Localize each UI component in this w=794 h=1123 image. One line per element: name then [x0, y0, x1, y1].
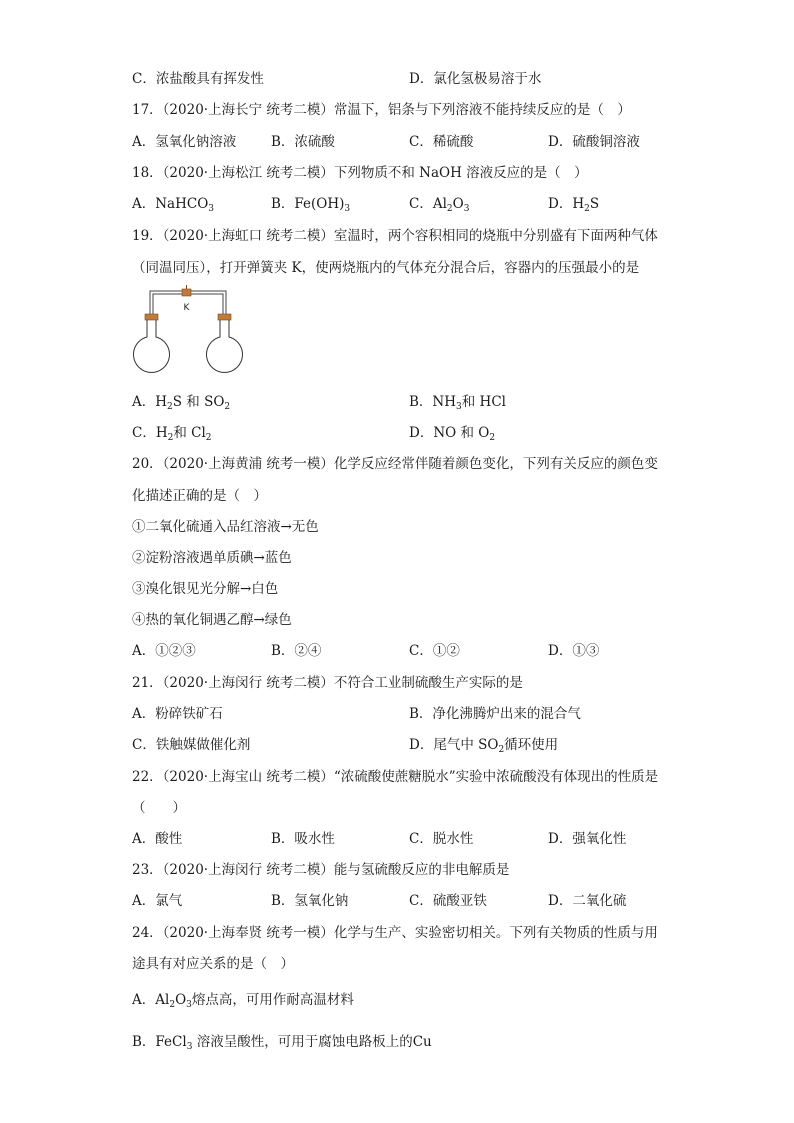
q17-option-d: D．硫酸铜溶液	[548, 134, 640, 150]
q17-stem: 17．（2020·上海长宁 统考二模）常温下，铝条与下列溶液不能持续反应的是（ ）	[132, 102, 631, 118]
q24-stem-line1: 24．（2020·上海奉贤 统考一模）化学与生产、实验密切相关。下列有关物质的性质与用	[132, 925, 658, 941]
q21-option-d: D．尾气中 $SO_2$循环使用	[409, 737, 559, 755]
q20-item-1: ①二氧化硫通入品红溶液→无色	[132, 519, 319, 535]
q19-option-c: C．$H_2$和 $Cl_2$	[132, 425, 212, 443]
q18-option-c: C．$Al_2O_3$	[409, 196, 470, 214]
q20-option-d: D．①③	[548, 643, 600, 659]
left-flask	[134, 320, 170, 372]
q22-stem-line1: 22．（2020·上海宝山 统考二模）“浓硫酸使蔗糖脱水”实验中浓硫酸没有体现出的性质是	[132, 769, 659, 785]
q18-stem: 18．（2020·上海松江 统考二模）下列物质不和 NaOH 溶液反应的是（ ）	[132, 165, 588, 181]
q22-option-a: A．酸性	[132, 831, 183, 847]
right-stopper	[218, 314, 231, 320]
q21-option-c: C．铁触媒做催化剂	[132, 737, 251, 753]
q21-option-b: B．净化沸腾炉出来的混合气	[409, 706, 581, 722]
q18-option-b: B．$Fe(OH)_3$	[271, 196, 351, 214]
right-flask	[207, 320, 243, 372]
q18-option-a: A．NaHCO$_3$	[132, 196, 215, 214]
q22-stem-line2: （ ）	[132, 800, 186, 816]
q20-option-b: B．②④	[271, 643, 322, 659]
q16-option-c: C．浓盐酸具有挥发性	[132, 71, 264, 87]
q20-item-2: ②淀粉溶液遇单质碘→蓝色	[132, 550, 292, 566]
spring-clamp	[182, 289, 191, 296]
q19-option-a: A．$H_2S$ 和 $SO_2$	[132, 394, 231, 412]
q20-item-4: ④热的氧化铜遇乙醇→绿色	[132, 612, 292, 628]
q20-stem-line2: 化描述正确的是（ ）	[132, 488, 267, 504]
q20-option-c: C．①②	[409, 643, 460, 659]
q20-item-3: ③溴化银见光分解→白色	[132, 581, 279, 597]
clamp-label: K	[183, 303, 190, 313]
q21-stem: 21．（2020·上海闵行 统考二模）不符合工业制硫酸生产实际的是	[132, 675, 523, 691]
q24-option-b: B．FeCl$_3$ 溶液呈酸性，可用于腐蚀电路板上的Cu	[132, 1034, 432, 1052]
q19-stem-line2: （同温同压），打开弹簧夹 K，使两烧瓶内的气体充分混合后，容器内的压强最小的是	[132, 260, 640, 276]
q23-option-a: A．氯气	[132, 893, 183, 909]
q24-stem-line2: 途具有对应关系的是（ ）	[132, 956, 294, 972]
q20-option-a: A．①②③	[132, 643, 196, 659]
q19-option-d: D．NO 和 $O_2$	[409, 425, 496, 443]
q17-option-c: C．稀硫酸	[409, 134, 474, 150]
q19-option-b: B．$NH_3$和 HCl	[409, 394, 506, 412]
q16-option-d: D．氯化氢极易溶于水	[409, 71, 542, 87]
q24-option-a: A．$Al_2O_3$熔点高，可用作耐高温材料	[132, 992, 354, 1010]
q22-option-b: B．吸水性	[271, 831, 335, 847]
q17-option-a: A．氢氧化钠溶液	[132, 134, 237, 150]
q23-option-b: B．氢氧化钠	[271, 893, 349, 909]
q21-option-a: A．粉碎铁矿石	[132, 706, 223, 722]
left-stopper	[145, 314, 158, 320]
flask-apparatus-diagram	[128, 282, 253, 382]
q17-option-b: B．浓硫酸	[271, 134, 335, 150]
q23-stem: 23．（2020·上海闵行 统考二模）能与氢硫酸反应的非电解质是	[132, 862, 510, 878]
q20-stem-line1: 20．（2020·上海黄浦 统考一模）化学反应经常伴随着颜色变化，下列有关反应的颜色变	[132, 456, 658, 472]
q23-option-d: D．二氧化硫	[548, 893, 627, 909]
q22-option-d: D．强氧化性	[548, 831, 627, 847]
q18-option-d: D．$H_2S$	[548, 196, 600, 214]
q19-stem-line1: 19．（2020·上海虹口 统考二模）室温时，两个容积相同的烧瓶中分别盛有下面两种气体	[132, 228, 658, 244]
q22-option-c: C．脱水性	[409, 831, 474, 847]
q23-option-c: C．硫酸亚铁	[409, 893, 487, 909]
